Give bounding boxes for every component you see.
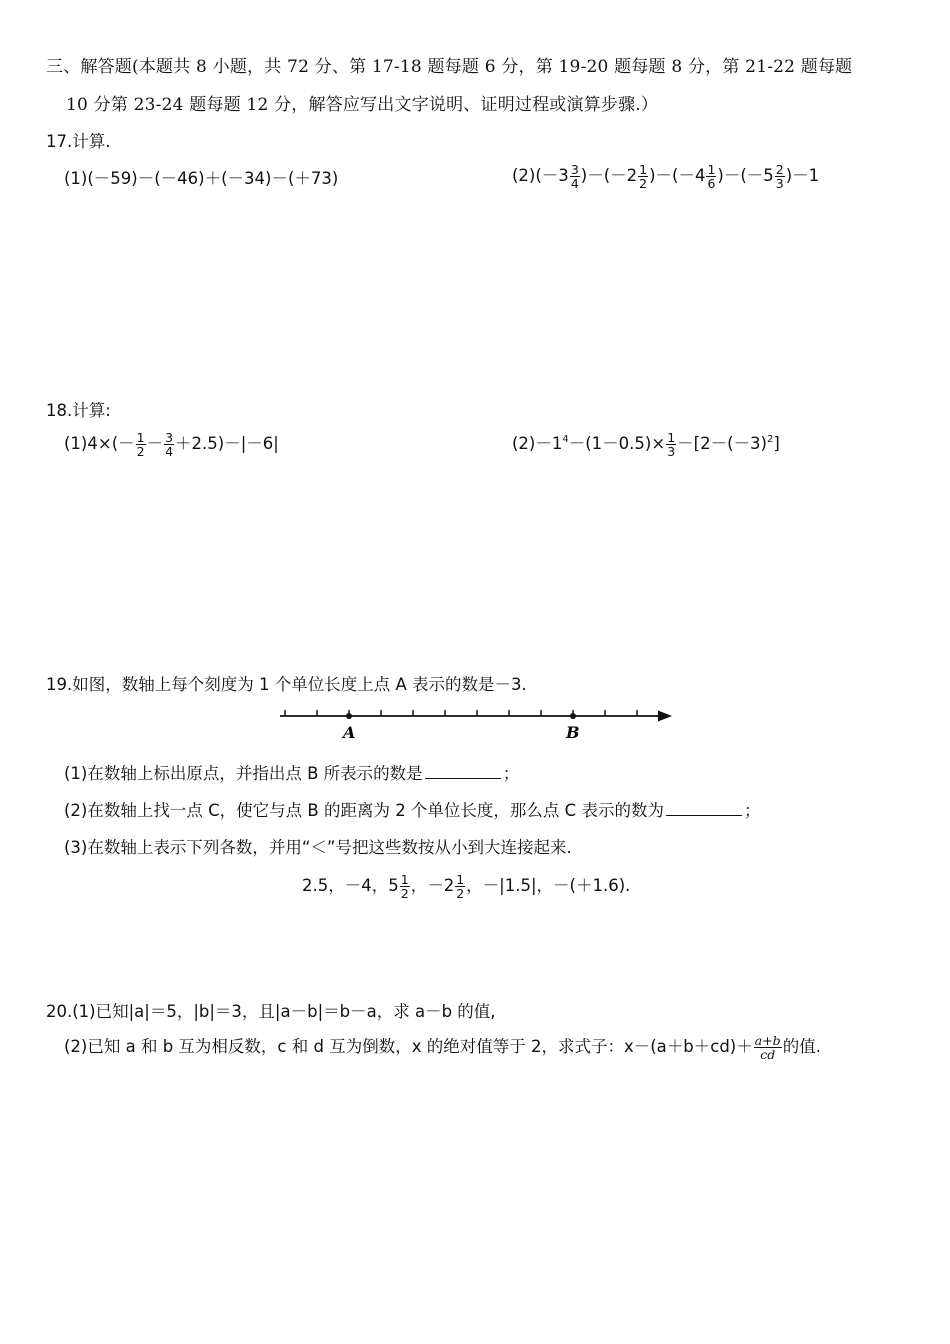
question-17-part1: (1)(－59)－(－46)＋(－34)－(＋73) bbox=[64, 169, 339, 188]
question-17-title: 17.计算. bbox=[46, 132, 111, 151]
point-b-label: B bbox=[566, 723, 580, 742]
fraction: $\frac{1}{3}$ bbox=[667, 430, 676, 459]
number-line-ticks bbox=[285, 710, 637, 716]
answer-blank[interactable] bbox=[425, 764, 501, 779]
question-20-part1: 20.(1)已知|a|＝5，|b|＝3，且|a－b|＝b－a，求 a－b 的值, bbox=[46, 1002, 496, 1021]
section-instructions-line2: 10 分第 23-24 题每题 12 分，解答应写出文字说明、证明过程或演算步骤.） bbox=[66, 95, 659, 115]
answer-blank[interactable] bbox=[666, 801, 742, 816]
fraction: $\frac{3}{4}$ bbox=[570, 162, 579, 191]
question-17-part2: (2)(－3 $\frac{3}{4}$ )－(－2 $\frac{1}{2}$ )－(－4 $\frac{1}{6}$ )－(－5 $\frac{2}{3}$ )－1 bbox=[512, 162, 820, 191]
question-18-part2: $(2)-1^4-(1-0.5)\times$ $\frac{1}{3}$ $-[2-(-3)^2]$ bbox=[512, 430, 780, 459]
point-a-label: A bbox=[343, 723, 356, 742]
point-a-dot bbox=[346, 713, 352, 719]
fraction: $\frac{1}{2}$ bbox=[456, 872, 465, 901]
fraction: $\frac{1}{2}$ bbox=[639, 162, 648, 191]
question-18-part1: (1)4×(－ $\frac{1}{2}$ － $\frac{3}{4}$ ＋2.5)－|－6| bbox=[64, 430, 279, 459]
fraction: $\frac{a+b}{cd}$ bbox=[754, 1033, 781, 1062]
question-19-part2: (2)在数轴上找一点 C，使它与点 B 的距离为 2 个单位长度，那么点 C 表示的数为 ； bbox=[64, 801, 761, 820]
section-instructions-line1: 三、解答题(本题共 8 小题，共 72 分、第 17-18 题每题 6 分，第 19-20 题每题 8 分，第 21-22 题每题 bbox=[46, 57, 853, 77]
number-line-arrow bbox=[658, 711, 672, 722]
question-19-number-list: 2.5，－4，5 $\frac{1}{2}$ ，－2 $\frac{1}{2}$ ，－|1.5|，－(＋1.6). bbox=[302, 872, 631, 901]
fraction: $\frac{2}{3}$ bbox=[775, 162, 784, 191]
question-18-title: 18.计算: bbox=[46, 401, 111, 420]
question-19-part3: (3)在数轴上表示下列各数，并用“＜”号把这些数按从小到大连接起来. bbox=[64, 838, 572, 857]
question-19-title: 19.如图，数轴上每个刻度为 1 个单位长度上点 A 表示的数是－3. bbox=[46, 675, 527, 694]
fraction: $\frac{1}{6}$ bbox=[707, 162, 716, 191]
fraction: $\frac{3}{4}$ bbox=[165, 430, 174, 459]
fraction: $\frac{1}{2}$ bbox=[400, 872, 409, 901]
number-line-figure bbox=[270, 700, 690, 746]
question-20-part2: (2)已知 a 和 b 互为相反数，c 和 d 互为倒数，x 的绝对值等于 2，求式子：x－(a＋b＋cd)＋ $\frac{a+b}{cd}$ 的值. bbox=[64, 1033, 821, 1062]
fraction: $\frac{1}{2}$ bbox=[136, 430, 145, 459]
point-b-dot bbox=[570, 713, 576, 719]
question-19-part1: (1)在数轴上标出原点，并指出点 B 所表示的数是 ； bbox=[64, 764, 520, 783]
